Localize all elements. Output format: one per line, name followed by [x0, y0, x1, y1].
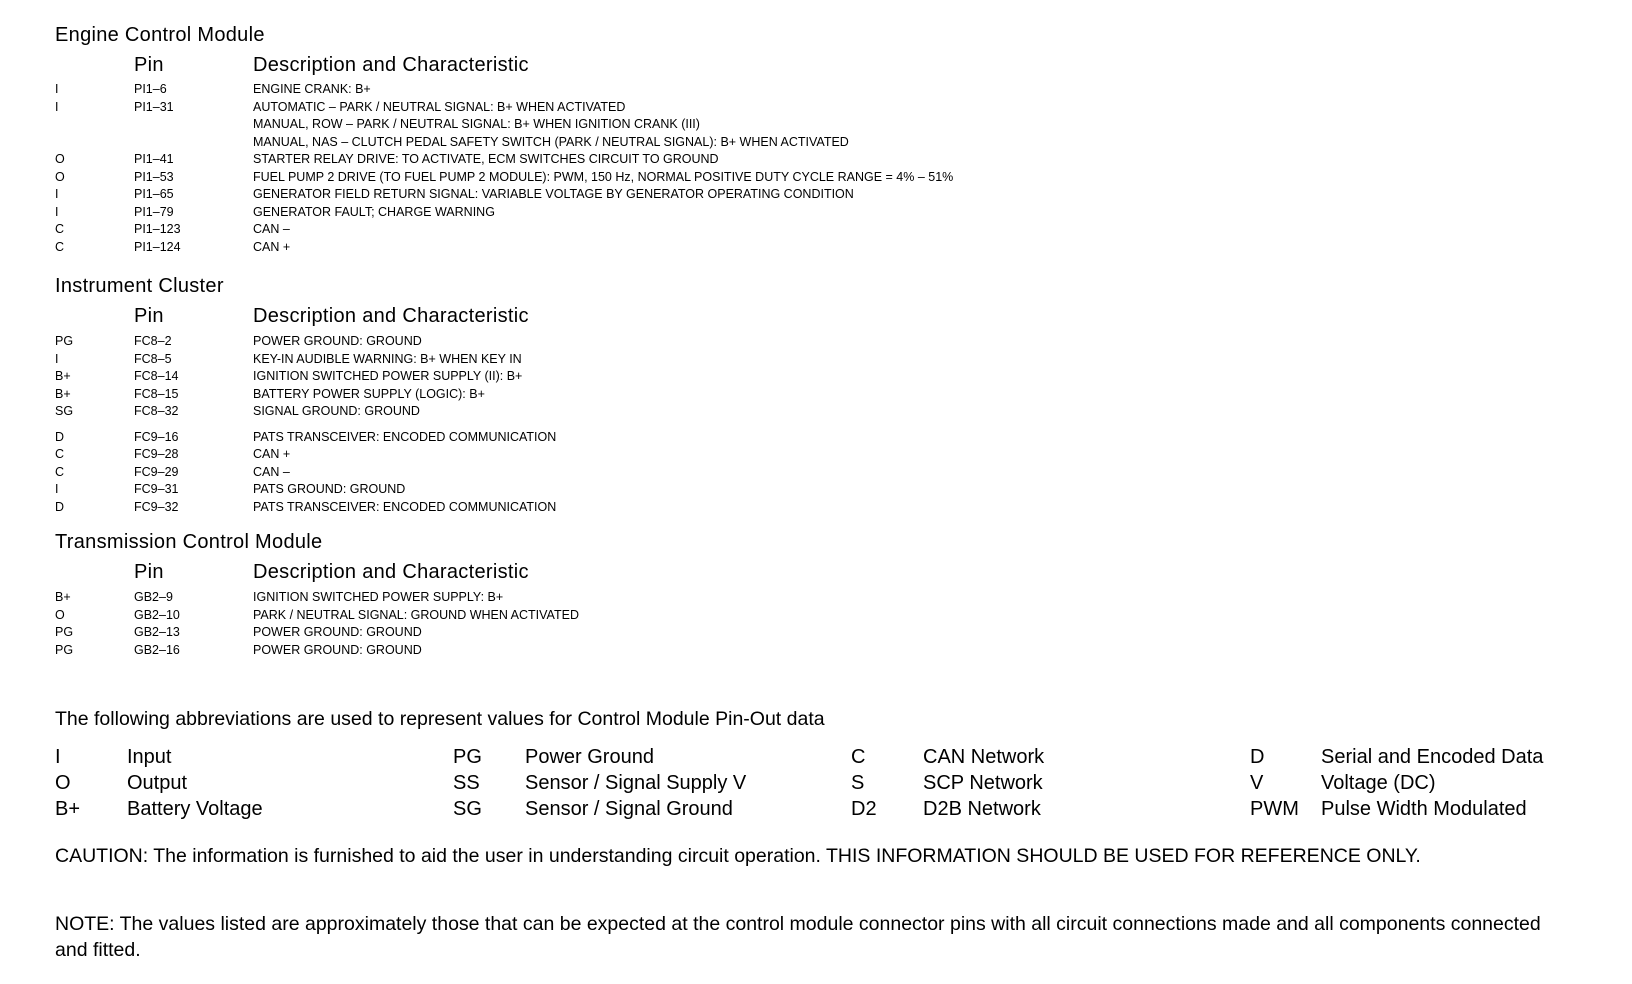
- table-row: [0, 481, 1632, 499]
- abbreviation-code: PWM: [1250, 798, 1299, 820]
- signal-type: B+: [55, 590, 71, 604]
- signal-type: I: [55, 351, 59, 366]
- table-row: [0, 239, 1632, 257]
- abbreviation-code: C: [851, 746, 866, 768]
- pin-description: GENERATOR FAULT; CHARGE WARNING: [253, 204, 495, 219]
- pin-id: FC9–32: [134, 499, 179, 514]
- pin-description: PARK / NEUTRAL SIGNAL: GROUND WHEN ACTIVATED: [253, 607, 579, 622]
- pin-id: PI1–31: [134, 99, 174, 114]
- abbreviation-meaning: Voltage (DC): [1321, 772, 1436, 794]
- pin-description: BATTERY POWER SUPPLY (LOGIC): B+: [253, 386, 485, 401]
- table-row: [0, 499, 1632, 517]
- abbreviation-code: D2: [851, 798, 877, 820]
- table-row: [0, 464, 1632, 482]
- abbreviation-row: [0, 798, 1632, 824]
- abbreviation-code: O: [55, 772, 71, 794]
- table-row: [0, 221, 1632, 239]
- tcm-pin-table: [0, 589, 1632, 659]
- ic-pin-header: Pin: [134, 305, 164, 327]
- table-row: [0, 204, 1632, 222]
- pin-id: FC9–29: [134, 464, 179, 479]
- table-row: [0, 403, 1632, 421]
- abbreviation-code: SS: [453, 772, 480, 794]
- abbreviation-row: [0, 746, 1632, 772]
- pin-id: FC8–2: [134, 334, 172, 348]
- signal-type: I: [55, 204, 59, 219]
- table-row: [0, 446, 1632, 464]
- abbreviation-meaning: Output: [127, 772, 188, 794]
- table-row: [0, 169, 1632, 187]
- signal-type: C: [55, 239, 65, 254]
- table-row: [0, 99, 1632, 117]
- signal-type: SG: [55, 404, 74, 418]
- pin-id: FC8–15: [134, 386, 179, 401]
- ic-description-header: Description and Characteristic: [253, 305, 529, 327]
- abbreviation-code: B+: [55, 798, 81, 820]
- ecm-title: Engine Control Module: [55, 24, 265, 46]
- table-row: [0, 429, 1632, 447]
- pin-description: CAN +: [253, 447, 291, 461]
- abbreviation-meaning: Pulse Width Modulated: [1321, 798, 1527, 820]
- pin-id: PI1–41: [134, 152, 174, 166]
- abbreviation-code: PG: [453, 746, 482, 768]
- tcm-description-header: Description and Characteristic: [253, 561, 529, 583]
- table-row: [0, 624, 1632, 642]
- pin-description: SIGNAL GROUND: GROUND: [253, 404, 420, 418]
- abbreviation-meaning: SCP Network: [923, 772, 1043, 794]
- signal-type: I: [55, 482, 59, 496]
- pin-id: GB2–16: [134, 642, 180, 657]
- pin-description: IGNITION SWITCHED POWER SUPPLY: B+: [253, 590, 504, 604]
- table-row: [0, 351, 1632, 369]
- pin-id: FC9–16: [134, 429, 179, 444]
- table-row: [0, 333, 1632, 351]
- pin-id: FC8–14: [134, 369, 179, 383]
- signal-type: D: [55, 499, 65, 514]
- pin-description: PATS GROUND: GROUND: [253, 482, 406, 496]
- table-row: [0, 368, 1632, 386]
- signal-type: PG: [55, 625, 74, 639]
- abbreviation-code: D: [1250, 746, 1265, 768]
- table-row: [0, 386, 1632, 404]
- signal-type: O: [55, 169, 65, 184]
- tcm-title: Transmission Control Module: [55, 531, 323, 553]
- table-row: [0, 589, 1632, 607]
- ecm-pin-header: Pin: [134, 54, 164, 76]
- table-row: [0, 186, 1632, 204]
- pin-description: POWER GROUND: GROUND: [253, 625, 422, 639]
- ic-title: Instrument Cluster: [55, 275, 224, 297]
- pin-description: CAN –: [253, 222, 290, 236]
- signal-type: C: [55, 222, 65, 236]
- pin-id: PI1–123: [134, 222, 181, 236]
- pin-description: MANUAL, NAS – CLUTCH PEDAL SAFETY SWITCH (PARK / NEUTRAL SIGNAL): B+ WHEN ACTIVATED: [253, 134, 849, 149]
- abbreviation-meaning: Power Ground: [525, 746, 654, 768]
- pin-id: GB2–10: [134, 607, 180, 622]
- ic-pin-table: [0, 333, 1632, 516]
- pin-id: GB2–13: [134, 625, 180, 639]
- abbreviation-meaning: Battery Voltage: [127, 798, 263, 820]
- pin-description: KEY-IN AUDIBLE WARNING: B+ WHEN KEY IN: [253, 351, 522, 366]
- table-row: [0, 607, 1632, 625]
- pin-id: FC8–5: [134, 351, 172, 366]
- abbreviation-code: SG: [453, 798, 482, 820]
- signal-type: I: [55, 99, 59, 114]
- pin-id: PI1–124: [134, 239, 181, 254]
- pin-description: IGNITION SWITCHED POWER SUPPLY (II): B+: [253, 369, 523, 383]
- pin-id: FC9–28: [134, 447, 179, 461]
- pin-id: PI1–65: [134, 187, 174, 201]
- table-row: [0, 134, 1632, 152]
- tcm-pin-header: Pin: [134, 561, 164, 583]
- abbreviation-meaning: Sensor / Signal Ground: [525, 798, 733, 820]
- ecm-description-header: Description and Characteristic: [253, 54, 529, 76]
- signal-type: PG: [55, 334, 74, 348]
- abbreviations-intro: The following abbreviations are used to represent values for Control Module Pin-Out data: [55, 708, 825, 730]
- pin-id: FC8–32: [134, 404, 179, 418]
- signal-type: O: [55, 607, 65, 622]
- pin-id: PI1–6: [134, 82, 167, 96]
- pin-description: AUTOMATIC – PARK / NEUTRAL SIGNAL: B+ WHEN ACTIVATED: [253, 99, 626, 114]
- pin-description: PATS TRANSCEIVER: ENCODED COMMUNICATION: [253, 429, 557, 444]
- pin-description: ENGINE CRANK: B+: [253, 82, 371, 96]
- pin-description: POWER GROUND: GROUND: [253, 642, 422, 657]
- signal-type: O: [55, 152, 65, 166]
- table-row: [0, 116, 1632, 134]
- signal-type: D: [55, 429, 65, 444]
- abbreviation-code: S: [851, 772, 865, 794]
- signal-type: B+: [55, 369, 71, 383]
- abbreviation-meaning: CAN Network: [923, 746, 1045, 768]
- ecm-pin-table: [0, 81, 1632, 256]
- pin-description: PATS TRANSCEIVER: ENCODED COMMUNICATION: [253, 499, 557, 514]
- pin-description: POWER GROUND: GROUND: [253, 334, 422, 348]
- pin-id: GB2–9: [134, 590, 173, 604]
- pin-description: STARTER RELAY DRIVE: TO ACTIVATE, ECM SWITCHES CIRCUIT TO GROUND: [253, 152, 719, 166]
- abbreviation-meaning: Serial and Encoded Data: [1321, 746, 1544, 768]
- pin-id: FC9–31: [134, 482, 179, 496]
- pin-description: FUEL PUMP 2 DRIVE (TO FUEL PUMP 2 MODULE): PWM, 150 Hz, NORMAL POSITIVE DUTY CYCLE RANGE = 4% – 51%: [253, 169, 954, 184]
- pin-id: PI1–79: [134, 204, 174, 219]
- table-row: [0, 642, 1632, 660]
- signal-type: C: [55, 464, 65, 479]
- pin-description: CAN +: [253, 239, 291, 254]
- table-row: [0, 81, 1632, 99]
- signal-type: I: [55, 82, 59, 96]
- abbreviation-code: I: [55, 746, 61, 768]
- row-group-gap: [0, 421, 1632, 429]
- pin-id: PI1–53: [134, 169, 174, 184]
- signal-type: PG: [55, 642, 74, 657]
- abbreviation-code: V: [1250, 772, 1264, 794]
- signal-type: I: [55, 187, 59, 201]
- signal-type: C: [55, 447, 65, 461]
- note-text: NOTE: The values listed are approximately those that can be expected at the control module connector pins with all circuit connections made and all components connected and fitted.: [55, 913, 1541, 961]
- abbreviation-meaning: Input: [127, 746, 172, 768]
- abbreviation-meaning: D2B Network: [923, 798, 1041, 820]
- pin-description: GENERATOR FIELD RETURN SIGNAL: VARIABLE VOLTAGE BY GENERATOR OPERATING CONDITION: [253, 187, 854, 201]
- pin-description: CAN –: [253, 464, 290, 479]
- signal-type: B+: [55, 386, 71, 401]
- table-row: [0, 151, 1632, 169]
- pin-description: MANUAL, ROW – PARK / NEUTRAL SIGNAL: B+ WHEN IGNITION CRANK (III): [253, 117, 700, 131]
- abbreviation-meaning: Sensor / Signal Supply V: [525, 772, 747, 794]
- caution-text: CAUTION: The information is furnished to aid the user in understanding circuit operation. THIS INFORMATION SHOULD BE USED FOR REFERENCE ONLY.: [55, 845, 1421, 867]
- abbreviation-row: [0, 772, 1632, 798]
